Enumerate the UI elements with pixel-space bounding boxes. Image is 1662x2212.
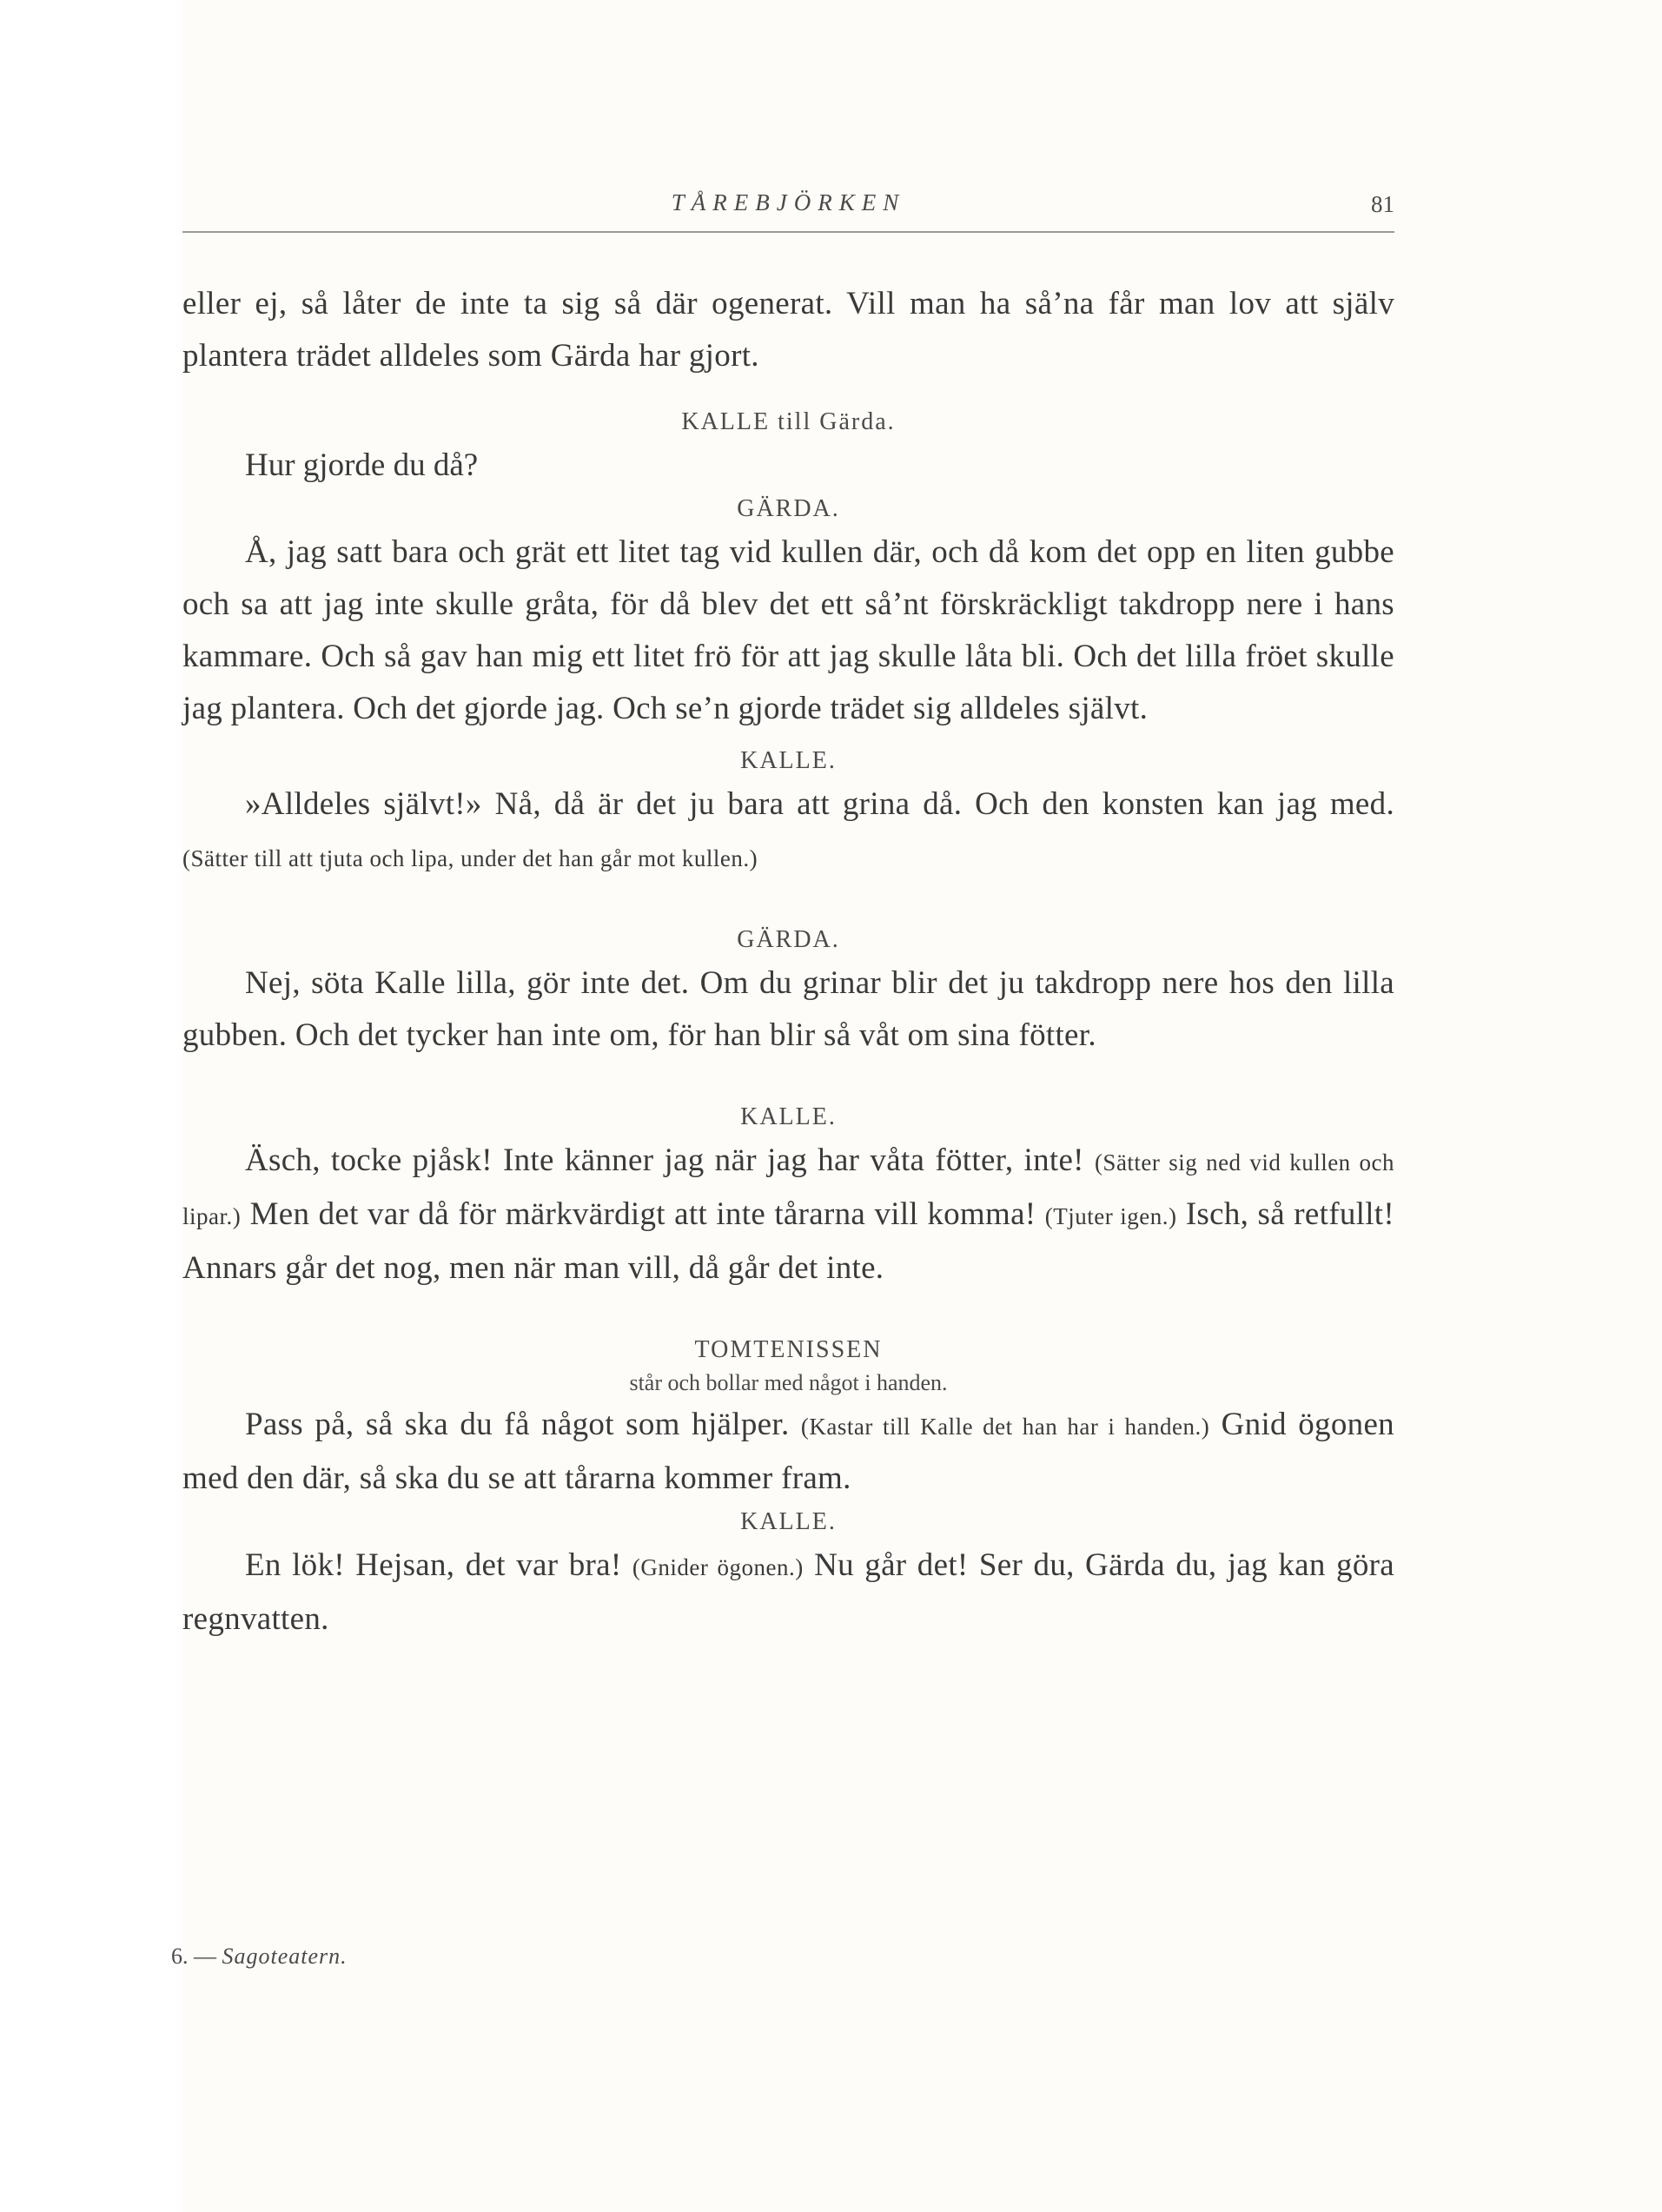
paragraph xyxy=(182,1135,1394,1295)
dialogue-text: Men det var då för märkvärdigt att inte tårarna vill komma! xyxy=(249,1196,1036,1232)
stage-direction: (Tjuter igen.) xyxy=(1044,1203,1177,1229)
header-rule xyxy=(182,231,1394,233)
running-title: TÅREBJÖRKEN xyxy=(671,189,906,215)
dialogue-text: Nu går det! Ser du, Gärda du, jag kan göra regnvatten. xyxy=(182,1547,1394,1637)
speaker-heading: KALLE. xyxy=(740,1103,837,1130)
dialogue-text: Gnid ögonen med den där, så ska du se att tårarna kommer fram. xyxy=(182,1407,1394,1496)
signature-dash: — xyxy=(194,1944,216,1969)
speaker-heading: KALLE. xyxy=(740,747,837,774)
page-body xyxy=(182,278,1394,1646)
dialogue-text: »Alldeles självt!» Nå, då är det ju bara att grina då. Och den konsten kan jag med. xyxy=(245,786,1394,822)
speaker-heading: TOMTENISSEN xyxy=(694,1336,883,1363)
running-header xyxy=(182,189,1394,228)
paragraph: Å, jag satt bara och grät ett litet tag vid kullen där, och då kom det opp en liten gubbe och sa att jag inte skulle gråta, för då blev det ett så’nt förskräckligt takdropp nere i hans kammare. Och så gav han mig ett litet frö för att jag skulle låta bli. Och det lilla fröet skulle jag plantera. Och det gjorde jag. Och se’n gjorde trädet sig alldeles självt. xyxy=(182,534,1394,726)
speaker-heading: GÄRDA. xyxy=(737,495,840,522)
paragraph xyxy=(182,778,1394,884)
signature-line xyxy=(171,1944,348,1970)
paragraph xyxy=(182,1540,1394,1646)
dialogue-text: Isch, så retfullt! Annars går det nog, men när man vill, då går det inte. xyxy=(182,1196,1394,1286)
stage-direction: står och bollar med något i handen. xyxy=(629,1370,948,1395)
paragraph xyxy=(182,1399,1394,1505)
signature-name: Sagoteatern. xyxy=(222,1944,348,1969)
stage-direction: (Gnider ögonen.) xyxy=(632,1554,804,1580)
sheet-number: 6. xyxy=(171,1944,189,1969)
page-number: 81 xyxy=(1371,191,1394,217)
dialogue-text: En lök! Hejsan, det var bra! xyxy=(245,1547,622,1583)
stage-direction: (Sätter till att tjuta och lipa, under det han går mot kullen.) xyxy=(182,845,758,871)
paragraph: eller ej, så låter de inte ta sig så där ogenerat. Vill man ha så’na får man lov att själv plantera trädet alldeles som Gärda har gjort. xyxy=(182,286,1394,374)
stage-direction: (Kastar till Kalle det han har i handen.) xyxy=(800,1414,1210,1440)
paragraph: Hur gjorde du då? xyxy=(245,447,479,483)
dialogue-text: Pass på, så ska du få något som hjälper. xyxy=(245,1407,790,1442)
page-margin xyxy=(0,0,182,2212)
dialogue-text: Äsch, tocke pjåsk! Inte känner jag när jag har våta fötter, inte! xyxy=(245,1142,1084,1178)
speaker-heading: KALLE. xyxy=(740,1508,837,1535)
stage-direction: (Sätter sig ned vid kullen och lipar.) xyxy=(182,1149,1394,1229)
paragraph: Nej, söta Kalle lilla, gör inte det. Om du grinar blir det ju takdropp nere hos den lilla gubben. Och det tycker han inte om, för han blir så våt om sina fötter. xyxy=(182,965,1394,1053)
speaker-heading: KALLE till Gärda. xyxy=(681,408,896,435)
speaker-heading: GÄRDA. xyxy=(737,926,840,953)
